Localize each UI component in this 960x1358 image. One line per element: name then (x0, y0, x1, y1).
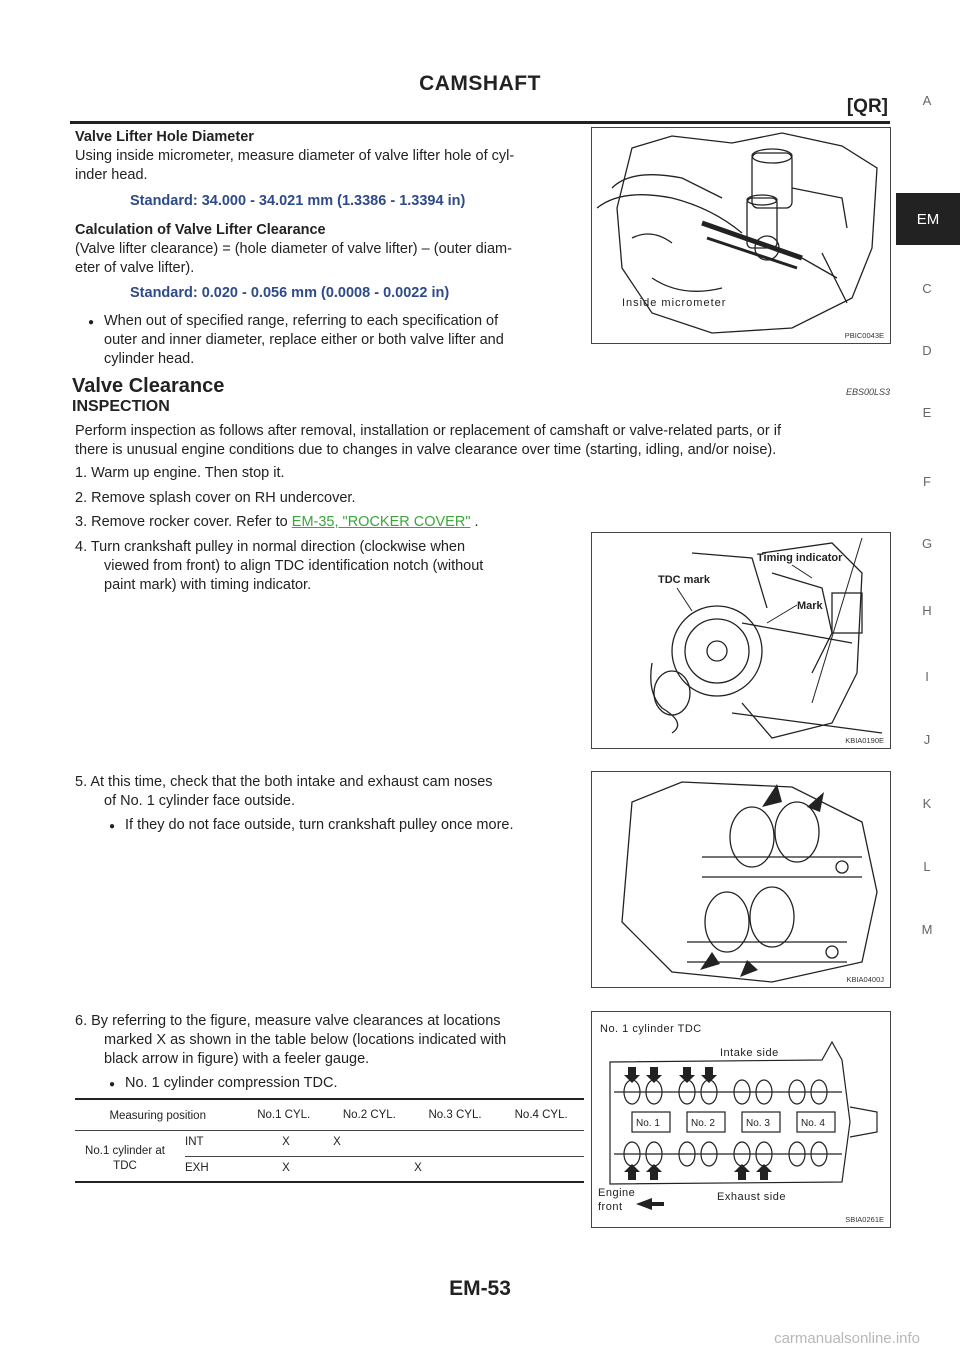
row-exh-cyl-1: X (282, 1162, 290, 1174)
page-number: EM-53 (449, 1277, 511, 1300)
header-measuring-position: Measuring position (109, 1110, 206, 1122)
inspection-intro: Perform inspection as follows after removal, installation or replacement of camshaft or valve-related parts, or if there is unusual engine conditions due to changes in valve clearance over time (starting, idling, and/or noise). (75, 423, 781, 458)
header-cyl-3: No.3 CYL. (428, 1109, 482, 1121)
tdc-mark-label: TDC mark (658, 574, 710, 586)
lifter-hole-text-2: inder head. (75, 167, 148, 183)
figure-code: PBIC0043E (844, 331, 884, 340)
lifter-hole-heading: Valve Lifter Hole Diameter (75, 129, 254, 145)
engine-front-label-2: front (598, 1201, 623, 1213)
valve-clearance-code: EBS00LS3 (845, 387, 890, 397)
valve-clearance-heading: Valve Clearance (72, 375, 225, 397)
step-6-bullet: ● No. 1 cylinder compression TDC. (125, 1074, 337, 1093)
inspection-heading: INSPECTION (72, 398, 170, 415)
page-title: CAMSHAFT (419, 72, 541, 95)
camshaft-illustration (592, 772, 890, 987)
index-tab-j[interactable]: J (923, 732, 931, 747)
watermark: carmanualsonline.info (774, 1330, 920, 1347)
row-int-cyl-2: X (333, 1136, 341, 1148)
engine-front-label-1: Engine (598, 1187, 636, 1199)
figure-tdc-mark (591, 532, 891, 749)
index-tab-h[interactable]: H (922, 603, 932, 618)
figure-code: KBIA0190E (845, 736, 884, 745)
index-tab-em-active[interactable]: EM (896, 193, 960, 245)
lifter-hole-standard: Standard: 34.000 - 34.021 mm (1.3386 - 1.3394 in) (130, 193, 466, 209)
no1-tdc-title: No. 1 cylinder TDC (600, 1023, 702, 1035)
inside-micrometer-illustration (592, 128, 890, 343)
index-tab-e[interactable]: E (922, 405, 932, 420)
lifter-clearance-heading: Calculation of Valve Lifter Clearance (75, 222, 326, 238)
figure-code: SBIA0261E (845, 1215, 884, 1224)
step-5: 5. At this time, check that the both intake and exhaust cam noses of No. 1 cylinder face outside. (75, 774, 493, 809)
header-cyl-2: No.2 CYL. (342, 1109, 396, 1121)
cyl-label-2: No. 2 (691, 1118, 715, 1129)
index-tab-a[interactable]: A (922, 93, 932, 108)
step-2: 2. Remove splash cover on RH undercover. (75, 490, 356, 506)
header-rule (70, 121, 890, 124)
index-tab-i[interactable]: I (925, 669, 929, 684)
mark-label: Mark (797, 600, 823, 612)
timing-indicator-label: Timing indicator (757, 552, 843, 564)
index-tab-g[interactable]: G (921, 536, 933, 551)
intake-side-label: Intake side (720, 1047, 779, 1059)
row-exh-cyl-3: X (414, 1162, 422, 1174)
table-group-label: No.1 cylinder at TDC (85, 1145, 165, 1172)
step-3: 3. Remove rocker cover. Refer to EM-35, "ROCKER COVER" . (75, 514, 479, 530)
table-header-row (75, 1100, 584, 1130)
index-tab-l[interactable]: L (923, 859, 931, 874)
figure-cam-noses (591, 771, 891, 988)
page-subtitle: [QR] (846, 96, 888, 117)
lifter-clearance-text-2: eter of valve lifter). (75, 260, 195, 276)
cyl-label-1: No. 1 (636, 1118, 660, 1129)
lifter-hole-text-1: Using inside micrometer, measure diameter of valve lifter hole of cyl- (75, 148, 515, 164)
step-6: 6. By referring to the figure, measure valve clearances at locations marked X as shown in the table below (locations indicated with black arrow in figure) with a feeler gauge. (75, 1013, 507, 1067)
out-of-range-bullet: ● When out of specified range, referring to each specification of outer and inner diameter, replace either or both valve lifter and cylinder head. (104, 312, 504, 369)
index-tab-m[interactable]: M (921, 922, 933, 937)
lifter-clearance-standard: Standard: 0.020 - 0.056 mm (0.0008 - 0.0022 in) (130, 285, 450, 301)
measuring-table (75, 1098, 584, 1182)
index-tab-f[interactable]: F (923, 474, 931, 489)
header-cyl-1: No.1 CYL. (257, 1109, 311, 1121)
index-tab-c[interactable]: C (922, 281, 932, 296)
step-5-bullet: ● If they do not face outside, turn crankshaft pulley once more. (125, 816, 514, 835)
cyl-label-3: No. 3 (746, 1118, 770, 1129)
section-index-sidebar (894, 0, 960, 1358)
rocker-cover-link[interactable]: EM-35, "ROCKER COVER" (291, 514, 471, 530)
step-4: 4. Turn crankshaft pulley in normal direction (clockwise when viewed from front) to align TDC identification notch (without paint mark) with timing indicator. (75, 539, 484, 593)
header-cyl-4: No.4 CYL. (514, 1109, 568, 1121)
index-tab-k[interactable]: K (922, 796, 932, 811)
row-int-side: INT (185, 1136, 204, 1148)
inside-micrometer-label: Inside micrometer (622, 297, 727, 309)
figure-no1-cylinder-tdc (591, 1011, 891, 1228)
cyl-label-4: No. 4 (801, 1118, 825, 1129)
figure-code: KBIA0400J (846, 975, 884, 984)
index-tab-d[interactable]: D (922, 343, 932, 358)
lifter-clearance-text-1: (Valve lifter clearance) = (hole diameter of valve lifter) – (outer diam- (75, 241, 512, 257)
exhaust-side-label: Exhaust side (717, 1191, 786, 1203)
step-1: 1. Warm up engine. Then stop it. (75, 465, 285, 481)
figure-inside-micrometer (591, 127, 891, 344)
crankshaft-pulley-illustration (592, 533, 890, 748)
row-exh-side: EXH (185, 1162, 209, 1174)
cylinder-head-illustration (592, 1012, 890, 1227)
row-int-cyl-1: X (282, 1136, 290, 1148)
